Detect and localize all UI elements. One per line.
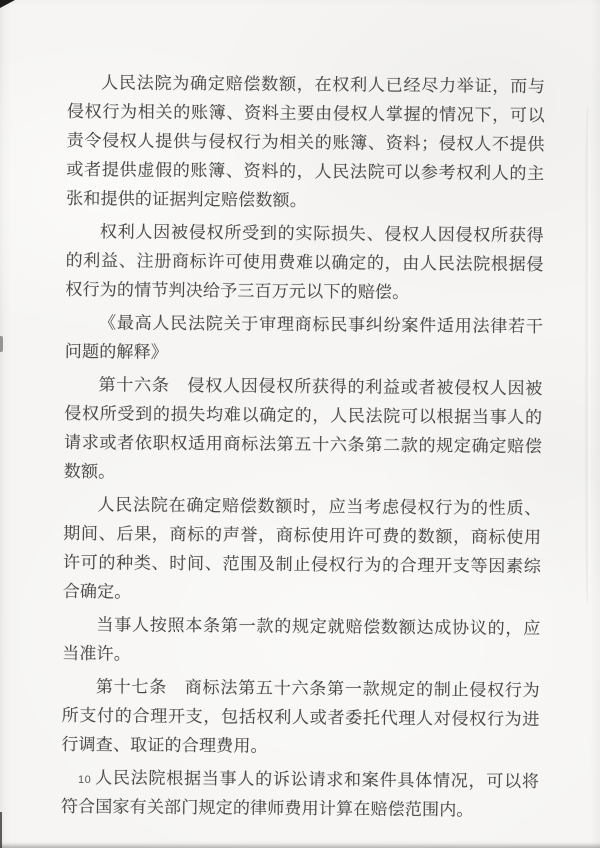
para-article-16-factors: 人民法院在确定赔偿数额时，应当考虑侵权行为的性质、期间、后果，商标的声誉，商标使用许可费的数额，商标使用许可的种类、时间、范围及制止侵权行为的合理开支等因素综合确定。 bbox=[62, 495, 542, 602]
para-article-16: 第十六条 侵权人因侵权所获得的利益或者被侵权人因被侵权所受到的损失均难以确定的，人民法院可以根据当事人的请求或者依职权适用商标法第五十六条第二款的规定确定赔偿数额。 bbox=[63, 375, 543, 482]
para-article-16-agreement: 当事人按照本条第一款的规定就赔偿数额达成协议的，应当准许。 bbox=[62, 615, 541, 664]
scan-right-crease bbox=[584, 105, 591, 605]
scan-left-edge-mark bbox=[0, 336, 3, 352]
para-statutory-compensation-cap: 权利人因被侵权所受到的实际损失、侵权人因侵权所获得的利益、注册商标许可使用费难以确定的，由人民法院根据侵权行为的情节判决给予三百万元以下的赔偿。 bbox=[65, 222, 544, 302]
para-evidence-burden: 人民法院为确定赔偿数额，在权利人已经尽力举证，而与侵权行为相关的账簿、资料主要由侵权人掌握的情况下，可以责令侵权人提供与侵权行为相关的账簿、资料；侵权人不提供或者提供虚假的账簿、资料的，人民法院可以参考权利人的主张和提供的证据判定赔偿数额。 bbox=[66, 73, 546, 211]
scan-bottom-shadow bbox=[0, 843, 600, 848]
para-article-17-attorney-fees: 人民法院根据当事人的诉讼请求和案件具体情况，可以将符合国家有关部门规定的律师费用计算在赔偿范围内。 bbox=[60, 768, 540, 820]
para-article-17: 第十七条 商标法第五十六条第一款规定的制止侵权行为所支付的合理开支，包括权利人或者委托代理人对侵权行为进行调查、取证的合理费用。 bbox=[61, 677, 540, 756]
page-number: 10 bbox=[78, 774, 92, 786]
doc-title-judicial-interpretation: 《最高人民法院关于审理商标民事纠纷案件适用法律若干问题的解释》 bbox=[64, 313, 544, 362]
document-text-block bbox=[61, 68, 546, 829]
scan-corner-artifact bbox=[0, 0, 15, 8]
